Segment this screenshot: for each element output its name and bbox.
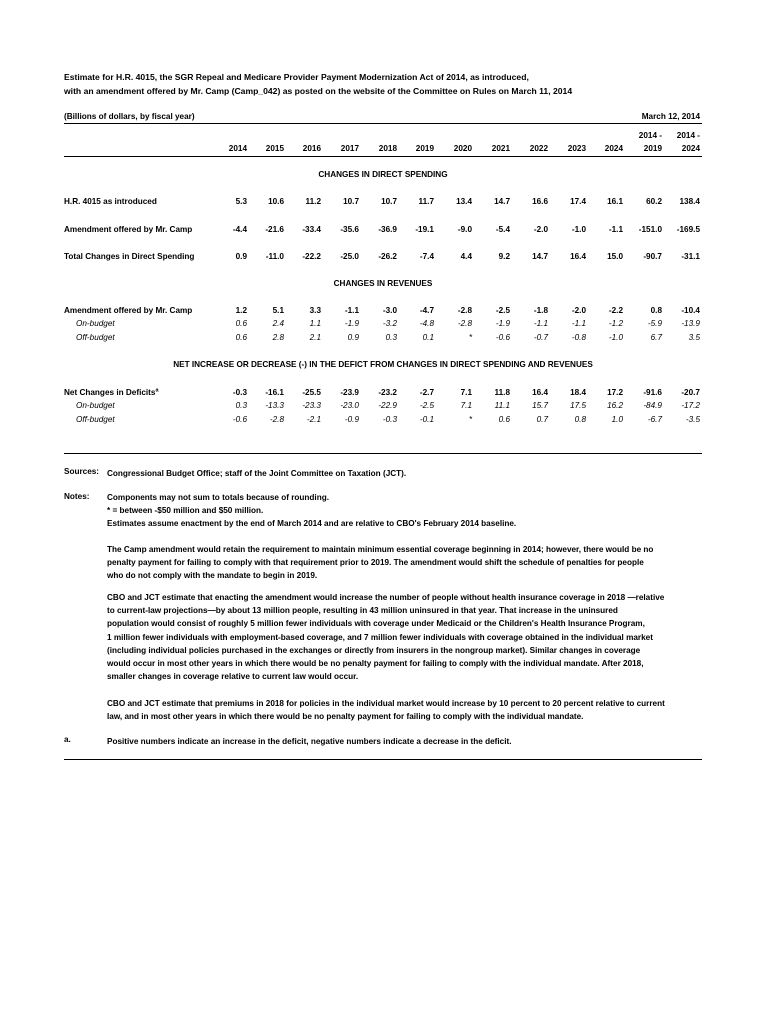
- cell-net_on: 7.1: [460, 401, 472, 410]
- note-baseline: Estimates assume enactment by the end of March 2014 and are relative to CBO's February 2014 baseline.: [107, 519, 517, 529]
- cell-rev_off: -0.6: [495, 333, 510, 342]
- cell-total_ds: -7.4: [419, 252, 434, 261]
- p2-line: smaller changes in coverage relative to current law would occur.: [107, 672, 359, 682]
- row-label-rev_on: On-budget: [76, 319, 115, 328]
- cell-total_ds: -26.2: [378, 252, 397, 261]
- p2-line: (including individual policies purchased in the exchanges or directly from insurers in the nongroup market). Similar changes in coverage: [107, 645, 641, 655]
- cell-rev_off: 0.9: [347, 333, 359, 342]
- cell-rev_off: 0.1: [422, 333, 434, 342]
- column-header-2022: 2022: [529, 144, 548, 153]
- cell-net: -91.6: [643, 388, 662, 397]
- units-label: (Billions of dollars, by fiscal year): [64, 112, 195, 121]
- cell-net_off: -2.8: [269, 415, 284, 424]
- cell-amend_ds: -151.0: [638, 225, 662, 234]
- cell-amend_ds: -33.4: [302, 225, 321, 234]
- cell-rev_on: -3.2: [382, 319, 397, 328]
- table-bottom-rule: [64, 453, 702, 454]
- note-rounding: Components may not sum to totals because of rounding.: [107, 493, 329, 502]
- estimate-date: March 12, 2014: [641, 112, 700, 121]
- cell-amend_ds: -2.0: [533, 225, 548, 234]
- cell-net_on: -22.9: [378, 401, 397, 410]
- cell-total_ds: -25.0: [340, 252, 359, 261]
- cell-rev_off: 0.6: [235, 333, 247, 342]
- title-line-1: Estimate for H.R. 4015, the SGR Repeal and Medicare Provider Payment Modernization Act of 2014, as introduced,: [64, 72, 529, 82]
- total-header-top: 2014 -: [676, 131, 700, 140]
- row-label-amend_rev: Amendment offered by Mr. Camp: [64, 306, 193, 315]
- cell-total_ds: -22.2: [302, 252, 321, 261]
- cell-total_ds: 16.4: [570, 252, 586, 261]
- total-header-bottom: 2019: [643, 144, 662, 153]
- cell-net_on: 16.2: [607, 401, 623, 410]
- cell-hr4015: 10.7: [343, 197, 359, 206]
- cell-hr4015: 138.4: [679, 197, 700, 206]
- cell-amend_rev: 5.1: [272, 306, 284, 315]
- cell-net: -16.1: [265, 388, 284, 397]
- column-header-2019: 2019: [415, 144, 434, 153]
- note-asterisk: * = between -$50 million and $50 million.: [107, 506, 264, 516]
- cell-net: -23.2: [378, 388, 397, 397]
- cell-total_ds: 0.9: [235, 252, 247, 261]
- top-rule: [64, 123, 702, 124]
- cell-total_ds: -90.7: [643, 252, 662, 261]
- cell-net_on: -17.2: [681, 401, 700, 410]
- cell-net: 11.8: [494, 388, 510, 397]
- sources-text: Congressional Budget Office; staff of the Joint Committee on Taxation (JCT).: [107, 469, 407, 478]
- cell-hr4015: 11.2: [305, 197, 321, 206]
- cell-amend_rev: -1.8: [533, 306, 548, 315]
- cell-rev_on: -13.9: [681, 319, 700, 328]
- p2-line: population would consist of roughly 5 million fewer individuals with coverage under Medicaid or the Children's Health Insurance Program,: [107, 619, 645, 629]
- cell-total_ds: 15.0: [607, 252, 623, 261]
- p1-line: penalty payment for failing to comply with that requirement prior to 2019. The amendment would shift the schedule of penalties for people: [107, 558, 644, 568]
- cell-hr4015: 13.4: [456, 197, 472, 206]
- cell-net_off: -6.7: [647, 415, 662, 424]
- column-header-2015: 2015: [265, 144, 284, 153]
- cell-rev_on: -1.1: [533, 319, 548, 328]
- note-paragraph-1: [107, 543, 702, 583]
- cell-net_off: 0.7: [536, 415, 548, 424]
- cell-net_off: -0.6: [232, 415, 247, 424]
- p2-line: would occur in most other years in which there would be no penalty payment for failing to comply with the individual mandate. After 2018,: [107, 659, 644, 669]
- p3-line: CBO and JCT estimate that premiums in 2018 for policies in the individual market would increase by 10 percent to 20 percent relative to current: [107, 699, 665, 708]
- section-revenues: CHANGES IN REVENUES: [333, 279, 433, 288]
- cell-amend_rev: -2.0: [571, 306, 586, 315]
- cell-rev_off: -0.7: [533, 333, 548, 342]
- cell-net_off: *: [468, 415, 472, 424]
- row-label-hr4015: H.R. 4015 as introduced: [64, 197, 157, 206]
- cell-net_on: -13.3: [265, 401, 284, 410]
- cell-net_on: 0.3: [235, 401, 247, 410]
- cell-net_on: -84.9: [643, 401, 662, 410]
- row-label-rev_off: Off-budget: [76, 333, 115, 342]
- row-label-amend_ds: Amendment offered by Mr. Camp: [64, 225, 193, 234]
- total-header-bottom: 2024: [681, 144, 700, 153]
- row-label-net_on: On-budget: [76, 401, 115, 410]
- cell-net_on: 15.7: [532, 401, 548, 410]
- cell-amend_rev: 0.8: [650, 306, 662, 315]
- cell-rev_off: 3.5: [688, 333, 700, 342]
- cell-net_off: 0.8: [574, 415, 586, 424]
- cell-net_off: -0.9: [344, 415, 359, 424]
- cell-amend_ds: -4.4: [232, 225, 247, 234]
- row-label-total_ds: Total Changes in Direct Spending: [64, 252, 195, 261]
- row-label-net: Net Changes in Deficits$^a$: [64, 387, 159, 397]
- cell-rev_on: -1.9: [344, 319, 359, 328]
- section-direct-spending: CHANGES IN DIRECT SPENDING: [318, 170, 448, 179]
- cell-net: -2.7: [419, 388, 434, 397]
- section-net-deficit: NET INCREASE OR DECREASE (-) IN THE DEFICT FROM CHANGES IN DIRECT SPENDING AND REVENUES: [173, 360, 593, 369]
- notes-label: Notes:: [64, 492, 90, 501]
- cell-amend_rev: -4.7: [419, 306, 434, 315]
- p1-line: The Camp amendment would retain the requirement to maintain minimum essential coverage beginning in 2014; however, there would be no: [107, 545, 654, 554]
- p3-line: law, and in most other years in which there would be no penalty payment for failing to comply with the individual mandate.: [107, 712, 584, 722]
- p2-line: to current-law projections—by about 13 million people, resulting in 43 million uninsured in that year. That increase in the uninsured: [107, 606, 618, 616]
- column-header-2014: 2014: [228, 144, 247, 153]
- cell-rev_off: *: [468, 333, 472, 342]
- cell-net_off: 1.0: [611, 415, 623, 424]
- cell-net_on: -23.0: [340, 401, 359, 410]
- cell-rev_on: -5.9: [647, 319, 662, 328]
- cell-net_on: -2.5: [419, 401, 434, 410]
- cell-net_on: -23.3: [302, 401, 321, 410]
- column-header-2017: 2017: [340, 144, 359, 153]
- total-header-top: 2014 -: [638, 131, 662, 140]
- cell-net_off: -0.3: [382, 415, 397, 424]
- footnote-a-text: Positive numbers indicate an increase in the deficit, negative numbers indicate a decrease in the deficit.: [107, 737, 512, 746]
- cell-amend_rev: -2.5: [495, 306, 510, 315]
- cell-net_on: 17.5: [570, 401, 586, 410]
- p2-line: CBO and JCT estimate that enacting the amendment would increase the number of people without health insurance coverage in 2018 —relative: [107, 593, 665, 602]
- cell-amend_rev: -3.0: [382, 306, 397, 315]
- notes-list: [107, 491, 702, 531]
- note-paragraph-2: [107, 591, 702, 683]
- cell-hr4015: 16.1: [607, 197, 623, 206]
- cell-amend_rev: -2.2: [608, 306, 623, 315]
- column-header-2024: 2024: [604, 144, 623, 153]
- cell-amend_rev: 1.2: [235, 306, 247, 315]
- cell-amend_rev: 3.3: [309, 306, 321, 315]
- cell-hr4015: 10.7: [381, 197, 397, 206]
- cell-net: 7.1: [460, 388, 472, 397]
- cell-hr4015: 5.3: [235, 197, 247, 206]
- cell-rev_on: -2.8: [457, 319, 472, 328]
- cell-hr4015: 11.7: [418, 197, 434, 206]
- cell-rev_on: -1.9: [495, 319, 510, 328]
- cell-amend_ds: -1.0: [571, 225, 586, 234]
- cell-hr4015: 14.7: [494, 197, 510, 206]
- cell-net: -0.3: [232, 388, 247, 397]
- cell-total_ds: 14.7: [532, 252, 548, 261]
- cell-amend_ds: -1.1: [608, 225, 623, 234]
- cell-total_ds: -11.0: [265, 252, 284, 261]
- cell-hr4015: 60.2: [646, 197, 662, 206]
- cell-total_ds: 4.4: [460, 252, 472, 261]
- sources-label: Sources:: [64, 467, 100, 476]
- column-header-2018: 2018: [378, 144, 397, 153]
- cell-net_off: -0.1: [419, 415, 434, 424]
- cell-net_off: -3.5: [685, 415, 700, 424]
- cell-amend_ds: -9.0: [457, 225, 472, 234]
- cell-rev_on: -1.1: [571, 319, 586, 328]
- cell-net: -20.7: [681, 388, 700, 397]
- cell-net: -23.9: [340, 388, 359, 397]
- cell-rev_on: -4.8: [419, 319, 434, 328]
- cell-rev_on: 0.6: [235, 319, 247, 328]
- title-line-2: with an amendment offered by Mr. Camp (Camp_042) as posted on the website of the Committee on Rules on March 11, 2014: [64, 86, 573, 96]
- cell-rev_off: -1.0: [608, 333, 623, 342]
- cell-rev_off: 2.8: [272, 333, 284, 342]
- footnote-marker: a: [155, 387, 159, 394]
- cell-net_off: -2.1: [306, 415, 321, 424]
- cell-net: 17.2: [607, 388, 623, 397]
- note-paragraph-3: [107, 697, 702, 723]
- header-rule: [64, 156, 702, 157]
- cell-total_ds: -31.1: [681, 252, 700, 261]
- cell-amend_rev: -1.1: [344, 306, 359, 315]
- cell-rev_off: 2.1: [309, 333, 321, 342]
- cell-amend_ds: -19.1: [415, 225, 434, 234]
- cell-rev_on: 1.1: [309, 319, 321, 328]
- cell-amend_rev: -2.8: [457, 306, 472, 315]
- cell-hr4015: 10.6: [268, 197, 284, 206]
- cell-rev_off: 0.3: [385, 333, 397, 342]
- cell-rev_on: 2.4: [272, 319, 284, 328]
- cell-net: 18.4: [570, 388, 586, 397]
- cell-amend_rev: -10.4: [681, 306, 700, 315]
- cell-net_on: 11.1: [494, 401, 510, 410]
- column-header-2021: 2021: [491, 144, 510, 153]
- cell-net_off: 0.6: [498, 415, 510, 424]
- p2-line: 1 million fewer individuals with employment-based coverage, and 7 million fewer individuals with coverage obtained in the individual market: [107, 632, 653, 642]
- cell-total_ds: 9.2: [498, 252, 510, 261]
- row-label-net_off: Off-budget: [76, 415, 115, 424]
- footnote-a-label: a.: [64, 735, 71, 744]
- cell-net: 16.4: [532, 388, 548, 397]
- cell-rev_off: -0.8: [571, 333, 586, 342]
- cell-hr4015: 16.6: [532, 197, 548, 206]
- cell-hr4015: 17.4: [570, 197, 586, 206]
- column-header-2023: 2023: [567, 144, 586, 153]
- bottom-rule: [64, 759, 702, 760]
- cell-rev_off: 6.7: [650, 333, 662, 342]
- column-header-2016: 2016: [302, 144, 321, 153]
- cell-amend_ds: -5.4: [495, 225, 510, 234]
- cell-amend_ds: -35.6: [340, 225, 359, 234]
- cell-rev_on: -1.2: [608, 319, 623, 328]
- cell-net: -25.5: [302, 388, 321, 397]
- p1-line: who do not comply with the mandate to begin in 2019.: [107, 571, 318, 581]
- cell-amend_ds: -21.6: [265, 225, 284, 234]
- cell-amend_ds: -169.5: [676, 225, 700, 234]
- column-header-2020: 2020: [453, 144, 472, 153]
- cell-amend_ds: -36.9: [378, 225, 397, 234]
